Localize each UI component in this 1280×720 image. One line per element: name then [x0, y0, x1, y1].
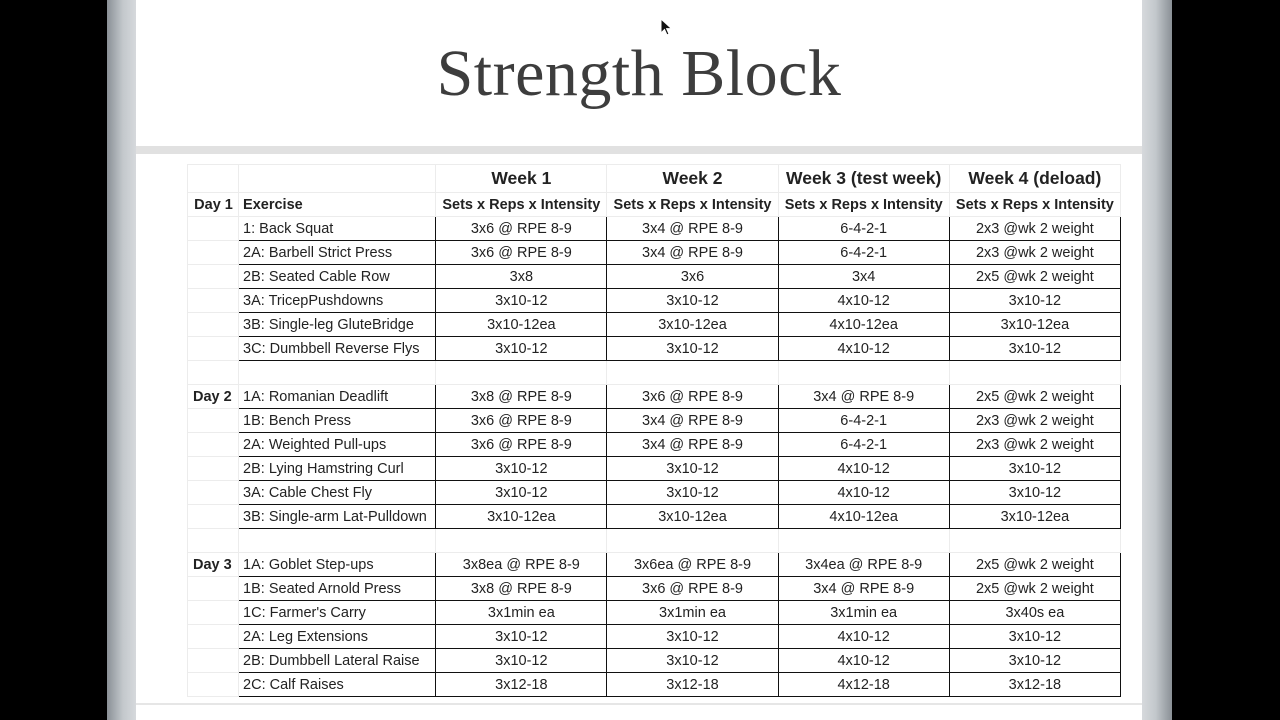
empty-cell: [188, 457, 239, 481]
prescription-cell: 3x1min ea: [778, 601, 949, 625]
table-row: [188, 577, 1121, 601]
bottom-divider: [136, 703, 1142, 705]
prescription-cell: 3x12-18: [436, 673, 607, 697]
empty-cell: [188, 577, 239, 601]
empty-cell: [188, 289, 239, 313]
prescription-cell: 3x6 @ RPE 8-9: [436, 217, 607, 241]
title-divider: [136, 146, 1142, 154]
table-row: [188, 385, 1121, 409]
table-row: [188, 673, 1121, 697]
prescription-cell: 3x40s ea: [949, 601, 1120, 625]
title-area: [136, 0, 1142, 146]
empty-cell: [188, 409, 239, 433]
prescription-cell: 6-4-2-1: [778, 409, 949, 433]
exercise-name: 1A: Romanian Deadlift: [239, 385, 436, 409]
exercise-name: 2A: Barbell Strict Press: [239, 241, 436, 265]
exercise-name: 1C: Farmer's Carry: [239, 601, 436, 625]
prescription-cell: 3x10-12ea: [436, 313, 607, 337]
week-header: Week 1: [436, 165, 607, 193]
right-window-frame: [1142, 0, 1172, 720]
day-label: Day 3: [188, 553, 239, 577]
prescription-cell: 4x10-12: [778, 289, 949, 313]
prescription-cell: 4x12-18: [778, 673, 949, 697]
exercise-header: Exercise: [239, 193, 436, 217]
prescription-cell: 3x10-12: [607, 337, 778, 361]
spreadsheet: [187, 164, 1121, 697]
prescription-cell: 3x1min ea: [607, 601, 778, 625]
mouse-pointer-icon: [660, 18, 674, 38]
prescription-cell: 3x10-12: [949, 337, 1120, 361]
prescription-cell: 3x6: [607, 265, 778, 289]
exercise-name: 3B: Single-leg GluteBridge: [239, 313, 436, 337]
prescription-cell: 3x10-12: [607, 649, 778, 673]
prescription-cell: 3x4 @ RPE 8-9: [778, 385, 949, 409]
table-row: [188, 649, 1121, 673]
prescription-cell: 3x10-12: [949, 481, 1120, 505]
spacer-row: [188, 529, 1121, 553]
empty-cell: [188, 337, 239, 361]
left-black-bar: [0, 0, 107, 720]
empty-cell: [778, 361, 949, 385]
prescription-cell: 3x4 @ RPE 8-9: [778, 577, 949, 601]
slide-title: Strength Block: [436, 37, 842, 110]
prescription-cell: 3x10-12: [436, 625, 607, 649]
prescription-cell: 2x3 @wk 2 weight: [949, 433, 1120, 457]
exercise-name: 2C: Calf Raises: [239, 673, 436, 697]
prescription-cell: 3x10-12ea: [436, 505, 607, 529]
prescription-cell: 2x5 @wk 2 weight: [949, 553, 1120, 577]
sets-reps-header: Sets x Reps x Intensity: [778, 193, 949, 217]
table-row: [188, 241, 1121, 265]
exercise-name: 1B: Seated Arnold Press: [239, 577, 436, 601]
prescription-cell: 3x4 @ RPE 8-9: [607, 409, 778, 433]
empty-cell: [239, 361, 436, 385]
table-row: [188, 289, 1121, 313]
prescription-cell: 3x4: [778, 265, 949, 289]
table-row: [188, 265, 1121, 289]
table-row: [188, 409, 1121, 433]
prescription-cell: 2x5 @wk 2 weight: [949, 577, 1120, 601]
prescription-cell: 3x10-12: [436, 337, 607, 361]
week-header: Week 3 (test week): [778, 165, 949, 193]
prescription-cell: 2x3 @wk 2 weight: [949, 409, 1120, 433]
table-row: [188, 481, 1121, 505]
prescription-cell: 3x6 @ RPE 8-9: [436, 433, 607, 457]
empty-cell: [436, 361, 607, 385]
prescription-cell: 3x10-12ea: [949, 505, 1120, 529]
exercise-name: 1B: Bench Press: [239, 409, 436, 433]
empty-cell: [188, 165, 239, 193]
prescription-cell: 3x10-12: [949, 457, 1120, 481]
week-header: Week 2: [607, 165, 778, 193]
empty-cell: [188, 265, 239, 289]
week-header: Week 4 (deload): [949, 165, 1120, 193]
prescription-cell: 3x10-12ea: [949, 313, 1120, 337]
prescription-cell: 2x5 @wk 2 weight: [949, 265, 1120, 289]
table-row: [188, 505, 1121, 529]
empty-cell: [188, 529, 239, 553]
prescription-cell: 3x10-12ea: [607, 505, 778, 529]
prescription-cell: 3x8 @ RPE 8-9: [436, 577, 607, 601]
prescription-cell: 4x10-12ea: [778, 313, 949, 337]
prescription-cell: 3x8ea @ RPE 8-9: [436, 553, 607, 577]
prescription-cell: 3x10-12: [436, 289, 607, 313]
exercise-name: 2A: Weighted Pull-ups: [239, 433, 436, 457]
prescription-cell: 2x3 @wk 2 weight: [949, 217, 1120, 241]
empty-cell: [188, 601, 239, 625]
day-label: Day 2: [188, 385, 239, 409]
empty-cell: [188, 361, 239, 385]
prescription-cell: 3x4 @ RPE 8-9: [607, 433, 778, 457]
column-header-row: [188, 193, 1121, 217]
exercise-name: 2B: Dumbbell Lateral Raise: [239, 649, 436, 673]
empty-cell: [188, 313, 239, 337]
empty-cell: [949, 529, 1120, 553]
empty-cell: [607, 529, 778, 553]
prescription-cell: 3x8: [436, 265, 607, 289]
empty-cell: [436, 529, 607, 553]
prescription-cell: 3x10-12: [436, 481, 607, 505]
prescription-cell: 3x12-18: [949, 673, 1120, 697]
empty-cell: [188, 241, 239, 265]
prescription-cell: 3x12-18: [607, 673, 778, 697]
prescription-cell: 4x10-12: [778, 457, 949, 481]
empty-cell: [188, 433, 239, 457]
prescription-cell: 4x10-12: [778, 625, 949, 649]
empty-cell: [239, 529, 436, 553]
prescription-cell: 3x4 @ RPE 8-9: [607, 241, 778, 265]
empty-cell: [188, 481, 239, 505]
prescription-cell: 3x10-12: [607, 289, 778, 313]
prescription-cell: 3x6 @ RPE 8-9: [607, 385, 778, 409]
prescription-cell: 6-4-2-1: [778, 241, 949, 265]
empty-cell: [188, 625, 239, 649]
table-row: [188, 337, 1121, 361]
prescription-cell: 3x10-12: [607, 457, 778, 481]
exercise-name: 3A: Cable Chest Fly: [239, 481, 436, 505]
prescription-cell: 3x4 @ RPE 8-9: [607, 217, 778, 241]
prescription-cell: 3x10-12: [949, 649, 1120, 673]
week-header-row: [188, 165, 1121, 193]
prescription-cell: 3x10-12ea: [607, 313, 778, 337]
prescription-cell: 6-4-2-1: [778, 433, 949, 457]
prescription-cell: 3x10-12: [949, 625, 1120, 649]
prescription-cell: 2x3 @wk 2 weight: [949, 241, 1120, 265]
spacer-row: [188, 361, 1121, 385]
right-black-bar: [1172, 0, 1280, 720]
sets-reps-header: Sets x Reps x Intensity: [949, 193, 1120, 217]
exercise-name: 2A: Leg Extensions: [239, 625, 436, 649]
prescription-cell: 3x10-12: [436, 457, 607, 481]
prescription-cell: 4x10-12: [778, 649, 949, 673]
table-row: [188, 457, 1121, 481]
prescription-cell: 3x1min ea: [436, 601, 607, 625]
empty-cell: [188, 505, 239, 529]
exercise-name: 1: Back Squat: [239, 217, 436, 241]
table-row: [188, 313, 1121, 337]
exercise-name: 3B: Single-arm Lat-Pulldown: [239, 505, 436, 529]
empty-cell: [778, 529, 949, 553]
prescription-cell: 3x8 @ RPE 8-9: [436, 385, 607, 409]
table-row: [188, 433, 1121, 457]
prescription-cell: 2x5 @wk 2 weight: [949, 385, 1120, 409]
prescription-cell: 6-4-2-1: [778, 217, 949, 241]
exercise-name: 1A: Goblet Step-ups: [239, 553, 436, 577]
prescription-cell: 3x6 @ RPE 8-9: [436, 409, 607, 433]
prescription-cell: 3x10-12: [436, 649, 607, 673]
prescription-cell: 3x10-12: [607, 481, 778, 505]
prescription-cell: 4x10-12ea: [778, 505, 949, 529]
empty-cell: [949, 361, 1120, 385]
left-window-frame: [107, 0, 136, 720]
prescription-cell: 3x10-12: [607, 625, 778, 649]
sets-reps-header: Sets x Reps x Intensity: [607, 193, 778, 217]
table-row: [188, 217, 1121, 241]
empty-cell: [188, 673, 239, 697]
prescription-cell: 3x10-12: [949, 289, 1120, 313]
prescription-cell: 3x6 @ RPE 8-9: [607, 577, 778, 601]
table-row: [188, 601, 1121, 625]
exercise-name: 3C: Dumbbell Reverse Flys: [239, 337, 436, 361]
table-row: [188, 553, 1121, 577]
day-label: Day 1: [188, 193, 239, 217]
exercise-name: 3A: TricepPushdowns: [239, 289, 436, 313]
exercise-name: 2B: Lying Hamstring Curl: [239, 457, 436, 481]
empty-cell: [239, 165, 436, 193]
prescription-cell: 4x10-12: [778, 481, 949, 505]
empty-cell: [188, 217, 239, 241]
sets-reps-header: Sets x Reps x Intensity: [436, 193, 607, 217]
prescription-cell: 3x6ea @ RPE 8-9: [607, 553, 778, 577]
workout-table: [187, 164, 1121, 697]
empty-cell: [607, 361, 778, 385]
prescription-cell: 4x10-12: [778, 337, 949, 361]
exercise-name: 2B: Seated Cable Row: [239, 265, 436, 289]
prescription-cell: 3x4ea @ RPE 8-9: [778, 553, 949, 577]
empty-cell: [188, 649, 239, 673]
prescription-cell: 3x6 @ RPE 8-9: [436, 241, 607, 265]
table-row: [188, 625, 1121, 649]
